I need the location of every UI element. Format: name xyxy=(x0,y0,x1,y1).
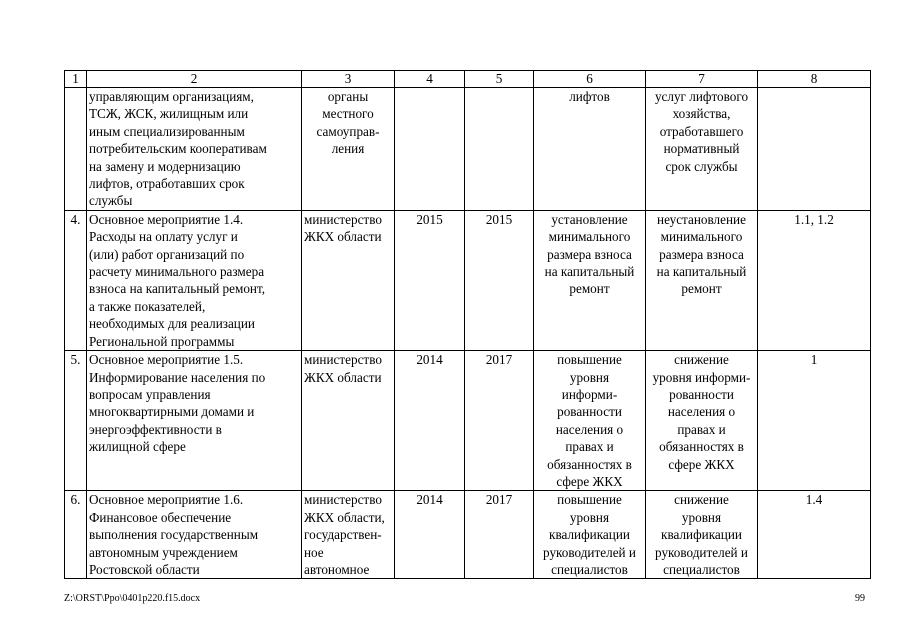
row-number: 6. xyxy=(65,491,87,579)
end-year-cell: 2017 xyxy=(465,351,534,491)
table-header-row xyxy=(65,71,871,88)
executor-cell: министерство ЖКХ области, государствен- ное автономное xyxy=(302,491,395,579)
executor-cell: органы местного самоуправ- ления xyxy=(302,88,395,211)
table-row xyxy=(65,351,871,491)
row-number: 4. xyxy=(65,210,87,350)
indicator-link-cell: 1.4 xyxy=(758,491,871,579)
table-row xyxy=(65,491,871,579)
event-cell: Основное мероприятие 1.4. Расходы на оплату услуг и (или) работ организаций по расчету минимального размера взноса на капитальный ремонт, а также показателей, необходимых для реализации Региональной программы xyxy=(87,210,302,350)
consequence-cell: услуг лифтового хозяйства, отработавшего нормативный срок службы xyxy=(646,88,758,211)
row-number: 5. xyxy=(65,351,87,491)
header-cell: 4 xyxy=(395,71,465,88)
table-row xyxy=(65,88,871,211)
header-cell: 5 xyxy=(465,71,534,88)
file-path-footer: Z:\ORST\Ppo\0401p220.f15.docx xyxy=(64,593,201,604)
result-cell: повышение уровня квалификации руководителей и специалистов xyxy=(534,491,646,579)
end-year-cell xyxy=(465,88,534,211)
header-cell: 6 xyxy=(534,71,646,88)
indicator-link-cell: 1.1, 1.2 xyxy=(758,210,871,350)
executor-cell: министерство ЖКХ области xyxy=(302,351,395,491)
event-cell: управляющим организациям, ТСЖ, ЖСК, жилищным или иным специализированным потребительским кооперативам на замену и модернизацию лифтов, отработавших срок службы xyxy=(87,88,302,211)
start-year-cell: 2015 xyxy=(395,210,465,350)
result-cell: повышение уровня информи- рованности населения о правах и обязанностях в сфере ЖКХ xyxy=(534,351,646,491)
consequence-cell: неустановление минимального размера взноса на капитальный ремонт xyxy=(646,210,758,350)
end-year-cell: 2017 xyxy=(465,491,534,579)
result-cell: лифтов xyxy=(534,88,646,211)
result-cell: установление минимального размера взноса на капитальный ремонт xyxy=(534,210,646,350)
page-number: 99 xyxy=(855,593,865,604)
header-cell: 2 xyxy=(87,71,302,88)
indicator-link-cell xyxy=(758,88,871,211)
end-year-cell: 2015 xyxy=(465,210,534,350)
header-cell: 1 xyxy=(65,71,87,88)
header-cell: 3 xyxy=(302,71,395,88)
executor-cell: министерство ЖКХ области xyxy=(302,210,395,350)
header-cell: 7 xyxy=(646,71,758,88)
consequence-cell: снижение уровня квалификации руководителей и специалистов xyxy=(646,491,758,579)
indicator-link-cell: 1 xyxy=(758,351,871,491)
start-year-cell: 2014 xyxy=(395,491,465,579)
consequence-cell: снижение уровня информи- рованности населения о правах и обязанностях в сфере ЖКХ xyxy=(646,351,758,491)
program-table xyxy=(64,70,871,579)
row-number xyxy=(65,88,87,211)
header-cell: 8 xyxy=(758,71,871,88)
start-year-cell: 2014 xyxy=(395,351,465,491)
start-year-cell xyxy=(395,88,465,211)
event-cell: Основное мероприятие 1.5. Информирование населения по вопросам управления многоквартирными домами и энергоэффективности в жилищной сфере xyxy=(87,351,302,491)
event-cell: Основное мероприятие 1.6. Финансовое обеспечение выполнения государственным автономным учреждением Ростовской области xyxy=(87,491,302,579)
table-row xyxy=(65,210,871,350)
